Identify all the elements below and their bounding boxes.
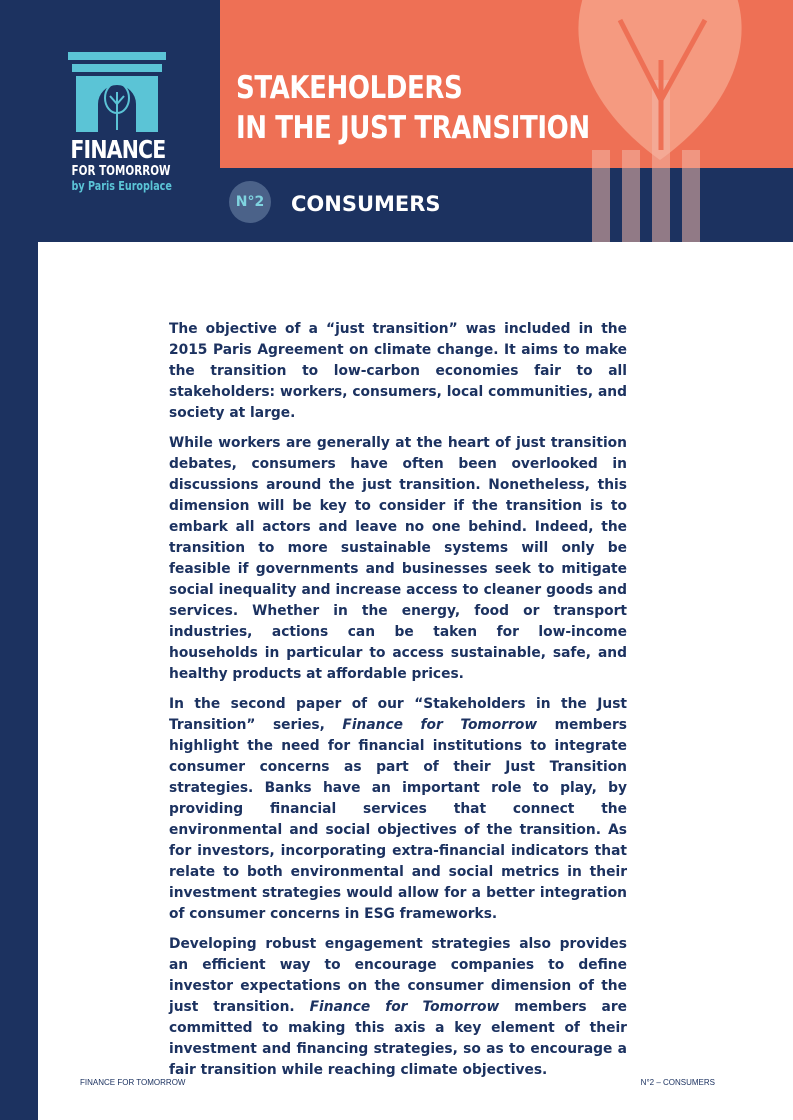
- title-line-1: STAKEHOLDERS: [236, 70, 463, 106]
- footer-publisher: FINANCE FOR TOMORROW: [80, 1078, 186, 1087]
- left-margin-strip: [0, 242, 38, 1120]
- arch-tree-logo-icon: [68, 52, 166, 132]
- logo-wordmark: FINANCE: [70, 135, 166, 164]
- paragraph-1: The objective of a “just transition” was included in the 2015 Paris Agreement on climate change. It aims to make the transition to low-carbon economies fair to all stakeholders: workers, consumers, local communities, and society at large.: [169, 321, 627, 421]
- section-title: CONSUMERS: [291, 192, 441, 216]
- paragraph-4-part-a: Developing robust engagement strategies also provides an efficient way to encourage companies to define investor expectations on the consumer dimension of the just transition.: [169, 936, 627, 1015]
- paragraph-3-emphasis: Finance for Tomorrow: [342, 717, 538, 733]
- paragraph-4-emphasis: Finance for Tomorrow: [309, 999, 500, 1015]
- issue-number-badge: N°2: [229, 181, 271, 223]
- logo-byline: by Paris Europlace: [71, 179, 172, 193]
- paragraph-4-part-b: members are committed to making this axis a key element of their investment and financing strategies, so as to encourage a fair transition while reaching climate objectives.: [169, 999, 627, 1078]
- paragraph-3-part-b: members highlight the need for financial institutions to integrate consumer concerns as part of their Just Transition strategies. Banks have an important role to play, by providing financial services that connect the environmental and social objectives of the transition. As for investors, incorporating extra-financial indicators that relate to both environmental and social metrics in their investment strategies would allow for a better integration of consumer concerns in ESG frameworks.: [169, 717, 627, 922]
- paragraph-3: [169, 694, 627, 925]
- page-title: [236, 68, 590, 148]
- finance-for-tomorrow-logo: [60, 52, 175, 202]
- title-line-2: IN THE JUST TRANSITION: [236, 110, 590, 146]
- footer-issue: N°2 – CONSUMERS: [640, 1078, 715, 1087]
- body-text: [169, 319, 627, 1090]
- paragraph-4: [169, 934, 627, 1081]
- paragraph-2: While workers are generally at the heart of just transition debates, consumers have often been overlooked in discussions around the just transition. Nonetheless, this dimension will be key to consider if the transition is to embark all actors and leave no one behind. Indeed, the transition to more sustainable systems will only be feasible if governments and businesses seek to mitigate social inequality and increase access to cleaner goods and services. Whether in the energy, food or transport industries, actions can be taken for low-income households in particular to access sustainable, safe, and healthy products at affordable prices.: [169, 435, 627, 682]
- logo-subline: FOR TOMORROW: [71, 164, 171, 179]
- paragraph-3-part-a: In the second paper of our “Stakeholders in the Just Transition” series,: [169, 696, 627, 733]
- logo-text: [60, 136, 175, 193]
